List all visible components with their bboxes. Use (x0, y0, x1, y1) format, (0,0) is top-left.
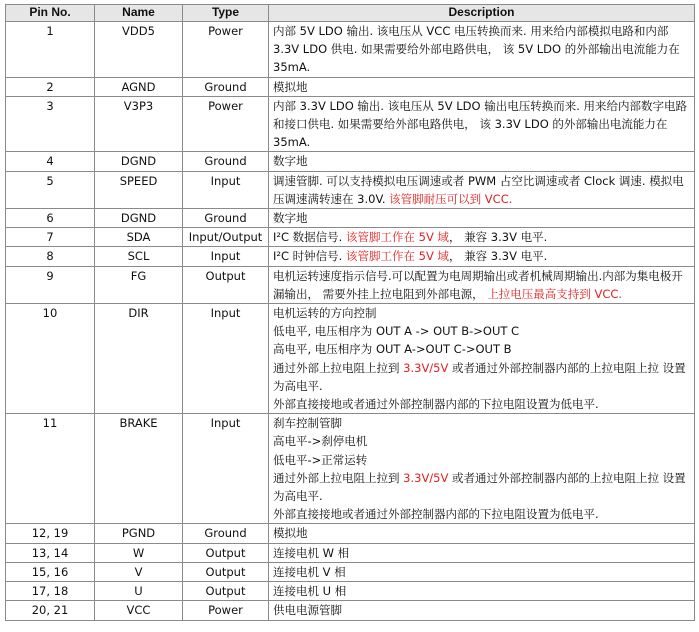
pin-number-cell: 3 (6, 96, 95, 152)
table-row (6, 96, 695, 152)
table-row (6, 543, 695, 562)
warning-text: 3.3V/5V (403, 360, 449, 375)
pin-number-cell: 5 (6, 171, 95, 208)
description-line (273, 172, 690, 208)
pin-description-cell (269, 171, 695, 208)
pin-description-cell (269, 96, 695, 152)
pin-description-cell (269, 228, 695, 247)
warning-text: 该管脚工作在 5V 域 (346, 230, 449, 245)
pin-description-cell (269, 582, 695, 601)
pin-description-cell (269, 152, 695, 171)
pin-type-cell: Output (183, 266, 269, 303)
table-row (6, 171, 695, 208)
pin-name-cell: SCL (95, 247, 183, 266)
pin-type-cell: Ground (183, 209, 269, 228)
warning-text: 上拉电压最高支持到 VCC. (487, 286, 623, 301)
pin-type-cell: Output (183, 582, 269, 601)
description-text: ， 兼容 3.3V 电平. (449, 230, 548, 245)
pin-type-cell: Power (183, 96, 269, 152)
description-line (273, 247, 690, 265)
table-row (6, 77, 695, 96)
description-text: 或者通过外部控制器内部的上拉电阻上拉 设置为高电平. (273, 360, 686, 393)
pin-name-cell: FG (95, 266, 183, 303)
table-body (6, 22, 695, 621)
description-text: 低电平, 电压相序为 OUT A -> OUT B->OUT C (273, 324, 520, 339)
pin-name-cell: VCC (95, 601, 183, 620)
header-type: Type (183, 5, 269, 22)
description-line (273, 563, 690, 581)
warning-text: 该管脚工作在 5V 域 (346, 249, 449, 264)
table-row (6, 601, 695, 620)
header-description: Description (269, 5, 695, 22)
description-text: 外部直接接地或者通过外部控制器内部的下拉电阻设置为低电平. (273, 397, 599, 412)
pin-description-table (5, 4, 695, 621)
pin-number-cell: 15, 16 (6, 562, 95, 581)
table-row (6, 562, 695, 581)
pin-name-cell: W (95, 543, 183, 562)
pin-number-cell: 13, 14 (6, 543, 95, 562)
pin-name-cell: U (95, 582, 183, 601)
pin-type-cell: Power (183, 601, 269, 620)
pin-number-cell: 8 (6, 247, 95, 266)
description-line (273, 267, 690, 303)
pin-number-cell: 2 (6, 77, 95, 96)
table-row (6, 266, 695, 303)
pin-description-cell (269, 22, 695, 78)
pin-description-cell (269, 209, 695, 228)
pin-number-cell: 7 (6, 228, 95, 247)
header-pin-no: Pin No. (6, 5, 95, 22)
table-row (6, 22, 695, 78)
pin-name-cell: SDA (95, 228, 183, 247)
description-text: 数字地 (273, 154, 308, 169)
pin-type-cell: Input (183, 171, 269, 208)
pin-description-cell (269, 247, 695, 266)
description-text: 内部 5V LDO 输出. 该电压从 VCC 电压转换而来. 用来给内部模拟电路和内部 3.3V LDO 供电. 如果需要给外部电路供电， 该 5V LDO 的外部输出电流能力在 35mA. (273, 24, 680, 75)
description-line (273, 582, 690, 600)
description-text: 供电电源管脚 (273, 603, 342, 618)
pin-type-cell: Input (183, 304, 269, 414)
description-text: 内部 3.3V LDO 输出. 该电压从 5V LDO 输出电压转换而来. 用来给内部数字电路和接口供电. 如果需要给外部电路供电， 该 3.3V LDO 的外部输出电流能力在 35mA. (273, 98, 688, 150)
pin-type-cell: Output (183, 562, 269, 581)
pin-number-cell: 4 (6, 152, 95, 171)
pin-name-cell: DIR (95, 304, 183, 414)
description-line (273, 97, 690, 152)
pin-type-cell: Input (183, 247, 269, 266)
description-line (273, 304, 690, 322)
table-row (6, 228, 695, 247)
pin-type-cell: Input/Output (183, 228, 269, 247)
pin-description-cell (269, 77, 695, 96)
pin-type-cell: Ground (183, 152, 269, 171)
table-row (6, 414, 695, 524)
pin-type-cell: Ground (183, 77, 269, 96)
description-text: 高电平, 电压相序为 OUT A->OUT C->OUT B (273, 342, 512, 357)
table-row (6, 152, 695, 171)
description-text: I²C 时钟信号. (273, 249, 346, 264)
pin-name-cell: VDD5 (95, 22, 183, 78)
table-header-row (6, 5, 695, 22)
description-text: I²C 数据信号. (273, 230, 346, 245)
warning-text: 该管脚耐压可以到 VCC. (389, 191, 513, 206)
pin-name-cell: DGND (95, 209, 183, 228)
description-line (273, 414, 690, 432)
pin-type-cell: Power (183, 22, 269, 78)
description-line (273, 469, 690, 505)
pin-description-cell (269, 524, 695, 543)
pin-number-cell: 17, 18 (6, 582, 95, 601)
description-text: 电机运转的方向控制 (273, 306, 377, 321)
pin-name-cell: V3P3 (95, 96, 183, 152)
pin-name-cell: PGND (95, 524, 183, 543)
table-row (6, 209, 695, 228)
description-text: 外部直接接地或者通过外部控制器内部的下拉电阻设置为低电平. (273, 507, 599, 522)
pin-description-cell (269, 562, 695, 581)
description-text: 连接电机 W 相 (273, 545, 350, 560)
pin-number-cell: 11 (6, 414, 95, 524)
pin-description-cell (269, 543, 695, 562)
description-line (273, 209, 690, 227)
description-text: 连接电机 V 相 (273, 564, 346, 579)
description-line (273, 524, 690, 542)
pin-description-cell (269, 304, 695, 414)
header-name: Name (95, 5, 183, 22)
description-text: 通过外部上拉电阻上拉到 (273, 470, 404, 485)
pin-type-cell: Ground (183, 524, 269, 543)
pin-name-cell: SPEED (95, 171, 183, 208)
description-text: 数字地 (273, 211, 308, 226)
pin-number-cell: 20, 21 (6, 601, 95, 620)
description-line (273, 322, 690, 340)
pin-number-cell: 10 (6, 304, 95, 414)
pin-number-cell: 6 (6, 209, 95, 228)
pin-number-cell: 9 (6, 266, 95, 303)
description-text: 调速管脚. 可以支持模拟电压调速或者 PWM 占空比调速或者 Clock 调速. 模拟电压调速满转速在 3.0V. (273, 173, 684, 206)
pin-name-cell: BRAKE (95, 414, 183, 524)
pin-name-cell: DGND (95, 152, 183, 171)
description-line (273, 78, 690, 96)
pin-number-cell: 12, 19 (6, 524, 95, 543)
description-text: 模拟地 (273, 79, 308, 94)
description-text: 刹车控制管脚 (273, 416, 342, 431)
pin-description-cell (269, 266, 695, 303)
description-text: 连接电机 U 相 (273, 584, 347, 599)
description-text: ， 兼容 3.3V 电平. (449, 249, 548, 264)
pin-description-cell (269, 414, 695, 524)
pin-description-cell (269, 601, 695, 620)
warning-text: 3.3V/5V (403, 470, 449, 485)
table-row (6, 524, 695, 543)
description-line (273, 505, 690, 523)
description-line (273, 601, 690, 619)
description-line (273, 395, 690, 413)
pin-type-cell: Output (183, 543, 269, 562)
description-line (273, 152, 690, 170)
description-line (273, 544, 690, 562)
table-row (6, 582, 695, 601)
description-text: 低电平->正常运转 (273, 452, 368, 467)
description-text: 电机运转速度指示信号.可以配置为电周期输出或者机械周期输出.内部为集电极开漏输出， 需要外挂上拉电阻到外部电源， (273, 268, 683, 301)
table-row (6, 304, 695, 414)
description-line (273, 22, 690, 77)
description-text: 通过外部上拉电阻上拉到 (273, 360, 404, 375)
pin-name-cell: AGND (95, 77, 183, 96)
description-line (273, 432, 690, 450)
description-line (273, 340, 690, 358)
description-text: 或者通过外部控制器内部的上拉电阻上拉 设置为高电平. (273, 470, 686, 504)
pin-number-cell: 1 (6, 22, 95, 78)
pin-name-cell: V (95, 562, 183, 581)
description-line (273, 228, 690, 246)
pin-type-cell: Input (183, 414, 269, 524)
description-text: 高电平->刹停电机 (273, 434, 368, 449)
description-line (273, 451, 690, 469)
table-row (6, 247, 695, 266)
description-text: 模拟地 (273, 526, 308, 541)
description-line (273, 359, 690, 395)
